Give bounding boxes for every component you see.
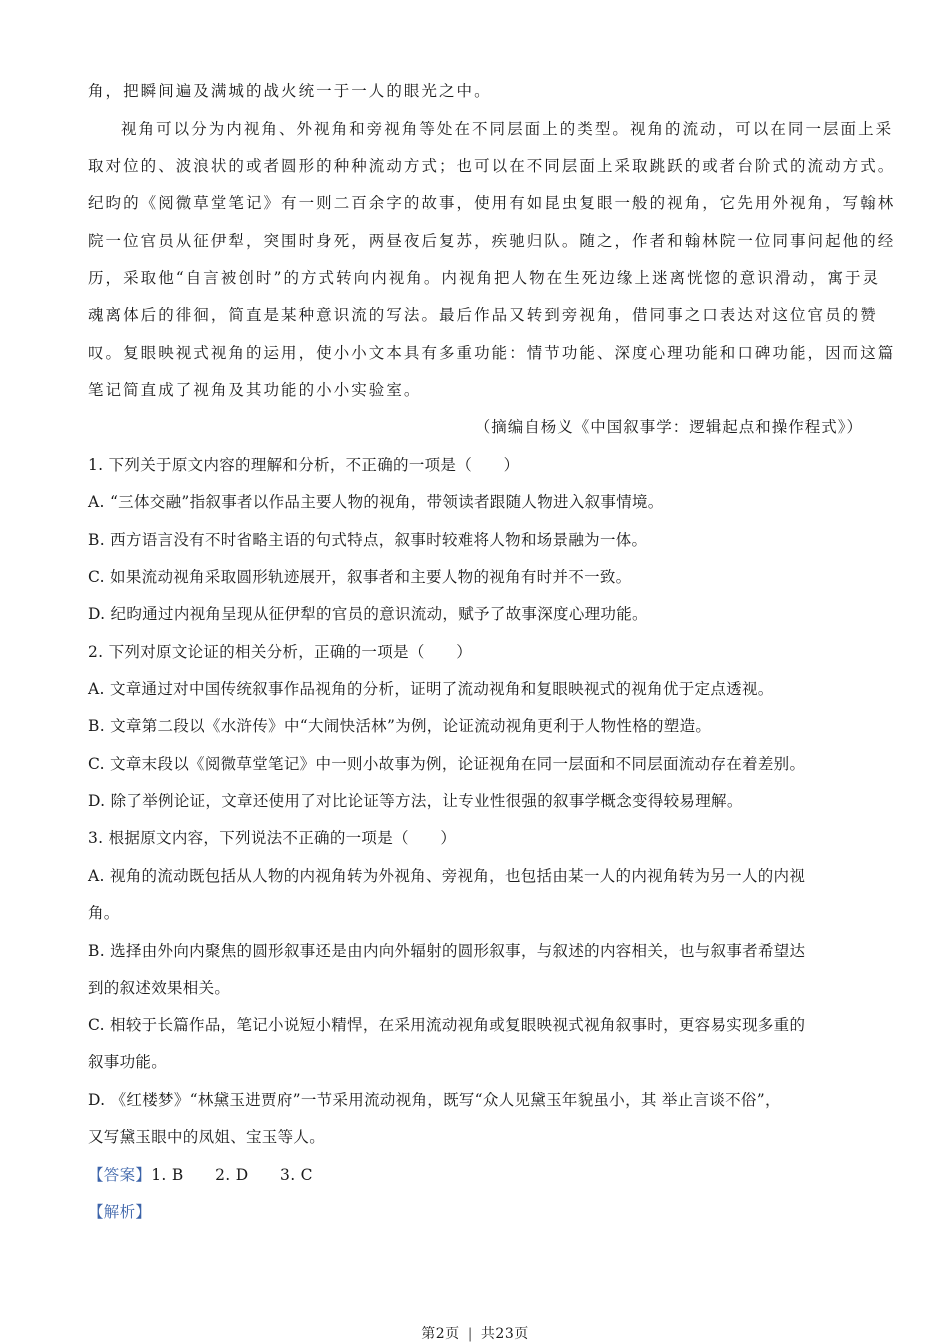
- question-3-option-c: C. 相较于长篇作品，笔记小说短小精悍，在采用流动视角或复眼映视式视角叙事时，更容易实现多重的: [88, 1016, 806, 1034]
- passage-line: 笔记简直成了视角及其功能的小小实验室。: [88, 381, 422, 399]
- question-2-option-b: B. 文章第二段以《水浒传》中“大闹快活林”为例，论证流动视角更利于人物性格的塑造。: [88, 717, 712, 735]
- passage-line: 魂离体后的徘徊，简直是某种意识流的写法。最后作品又转到旁视角，借同事之口表达对这位官员的赞: [88, 306, 878, 324]
- passage-line: 角，把瞬间遍及满城的战火统一于一人的眼光之中。: [88, 82, 492, 100]
- passage-source: （摘编自杨义《中国叙事学：逻辑起点和操作程式》）: [474, 418, 863, 436]
- page-footer: [0, 1323, 950, 1343]
- question-3-option-d-cont: 又写黛玉眼中的凤姐、宝玉等人。: [88, 1128, 326, 1146]
- passage-line: 历，采取他“自言被创时”的方式转向内视角。内视角把人物在生死边缘上迷离恍惚的意识滑动，寓于灵: [88, 269, 881, 287]
- question-2-stem: 2. 下列对原文论证的相关分析，正确的一项是（ ）: [88, 643, 473, 661]
- page-number: 第2页: [421, 1326, 460, 1342]
- footer-separator: |: [467, 1326, 473, 1342]
- passage-line: 叹。复眼映视式视角的运用，使小小文本具有多重功能：情节功能、深度心理功能和口碑功能，因而这篇: [88, 344, 896, 362]
- question-1-option-d: D. 纪昀通过内视角呈现从征伊犁的官员的意识流动，赋予了故事深度心理功能。: [88, 605, 648, 623]
- question-3-option-b-cont: 到的叙述效果相关。: [88, 979, 231, 997]
- question-3-option-c-cont: 叙事功能。: [88, 1053, 168, 1071]
- question-2-option-c: C. 文章末段以《阅微草堂笔记》中一则小故事为例，论证视角在同一层面和不同层面流动存在着差别。: [88, 755, 806, 773]
- question-2-option-a: A. 文章通过对中国传统叙事作品视角的分析，证明了流动视角和复眼映视式的视角优于定点透视。: [88, 680, 774, 698]
- question-3-option-a-cont: 角。: [88, 904, 120, 922]
- passage-line: 视角可以分为内视角、外视角和旁视角等处在不同层面上的类型。视角的流动，可以在同一层面上采: [121, 120, 894, 138]
- question-2-option-d: D. 除了举例论证，文章还使用了对比论证等方法，让专业性很强的叙事学概念变得较易理解。: [88, 792, 743, 810]
- answer-tag: 【答案】: [88, 1166, 152, 1184]
- passage-line: 取对位的、波浪状的或者圆形的种种流动方式；也可以在不同层面上采取跳跃的或者台阶式的流动方式。: [88, 157, 896, 175]
- question-3-option-d: D. 《红楼梦》“林黛玉进贾府”一节采用流动视角，既写“众人见黛玉年貌虽小，其 举止言谈不俗”，: [88, 1091, 781, 1109]
- question-1-option-b: B. 西方语言没有不时省略主语的句式特点，叙事时较难将人物和场景融为一体。: [88, 531, 648, 549]
- analysis-tag: 【解析】: [88, 1203, 152, 1221]
- question-3-stem: 3. 根据原文内容，下列说法不正确的一项是（ ）: [88, 829, 457, 847]
- question-1-stem: 1. 下列关于原文内容的理解和分析，不正确的一项是（ ）: [88, 456, 520, 474]
- passage-line: 院一位官员从征伊犁，突围时身死，两昼夜后复苏，疾驰归队。随之，作者和翰林院一位同事问起他的经: [88, 232, 896, 250]
- passage-line: 纪昀的《阅微草堂笔记》有一则二百余字的故事，使用有如昆虫复眼一般的视角，它先用外视角，写翰林: [88, 194, 896, 212]
- answer-line: [88, 1165, 863, 1185]
- question-1-option-c: C. 如果流动视角采取圆形轨迹展开，叙事者和主要人物的视角有时并不一致。: [88, 568, 632, 586]
- answer-text: 1. B 2. D 3. C: [151, 1166, 313, 1184]
- question-1-option-a: A. “三体交融”指叙事者以作品主要人物的视角，带领读者跟随人物进入叙事情境。: [88, 493, 664, 511]
- analysis-line: [88, 1202, 863, 1222]
- page-total: 共23页: [480, 1326, 529, 1342]
- question-3-option-b: B. 选择由外向内聚焦的圆形叙事还是由内向外辐射的圆形叙事，与叙述的内容相关，也与叙事者希望达: [88, 942, 806, 960]
- question-3-option-a: A. 视角的流动既包括从人物的内视角转为外视角、旁视角，也包括由某一人的内视角转为另一人的内视: [88, 867, 806, 885]
